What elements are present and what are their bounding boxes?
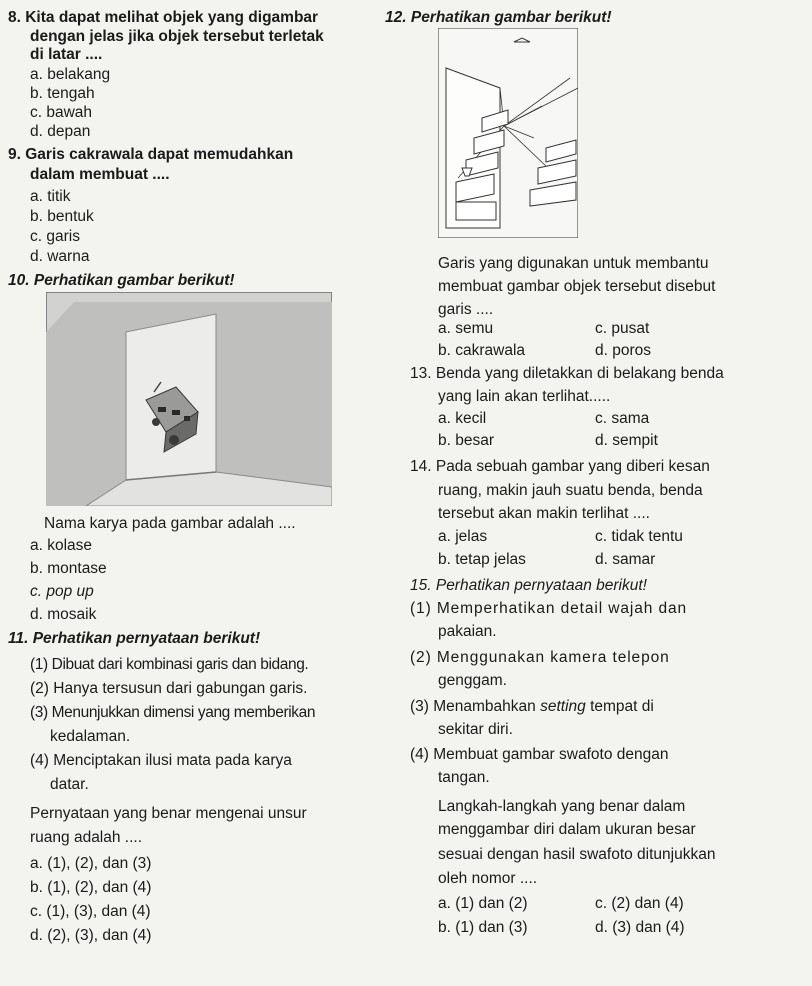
q15-option-c: c. (2) dan (4): [595, 895, 684, 912]
q15-statement-1-cont: pakaian.: [438, 623, 497, 640]
q8-stem-line2: dengan jelas jika objek tersebut terletak: [30, 28, 324, 45]
q11-option-a: a. (1), (2), dan (3): [30, 855, 152, 872]
q15-statement-1: (1) Memperhatikan detail wajah dan: [410, 600, 688, 617]
q13-option-a: a. kecil: [438, 410, 487, 427]
q12-question-line2: membuat gambar objek tersebut disebut: [438, 278, 716, 295]
q9-stem-line2: dalam membuat ....: [30, 166, 170, 183]
q13-option-c: c. sama: [595, 410, 650, 427]
q11-option-c: c. (1), (3), dan (4): [30, 903, 151, 920]
pop-up-card-image: [46, 292, 332, 506]
perspective-drawing-image: [438, 28, 578, 238]
q15-option-d: d. (3) dan (4): [595, 919, 685, 936]
q15-stem: 15. Perhatikan pernyataan berikut!: [410, 577, 647, 594]
q15-statement-3: [410, 697, 654, 717]
q11-question-line2: ruang adalah ....: [30, 829, 143, 846]
q15-statement-4-cont: tangan.: [438, 769, 490, 786]
q12-option-c: c. pusat: [595, 320, 650, 337]
q12-option-d: d. poros: [595, 342, 652, 359]
q9-option-b: b. bentuk: [30, 208, 94, 225]
q15-question-line2: menggambar diri dalam ukuran besar: [438, 821, 696, 838]
q14-option-a: a. jelas: [438, 528, 488, 545]
q10-option-a: a. kolase: [30, 537, 93, 554]
q15-statement-3-prefix: (3) Menambahkan: [410, 698, 541, 715]
q11-statement-1: (1) Dibuat dari kombinasi garis dan bidang.: [30, 656, 309, 673]
q9-option-c: c. garis: [30, 228, 80, 245]
q12-option-a: a. semu: [438, 320, 494, 337]
q10-question: Nama karya pada gambar adalah ....: [44, 515, 296, 532]
q11-question-line1: Pernyataan yang benar mengenai unsur: [30, 805, 307, 822]
q12-option-b: b. cakrawala: [438, 342, 526, 359]
q11-statement-3: (3) Menunjukkan dimensi yang memberikan: [30, 704, 316, 721]
q15-statement-2-cont: genggam.: [438, 672, 507, 689]
q14-option-d: d. samar: [595, 551, 656, 568]
q11-statement-3-cont: kedalaman.: [50, 728, 131, 745]
q10-option-c: c. pop up: [30, 583, 94, 600]
q15-statement-4: (4) Membuat gambar swafoto dengan: [410, 746, 669, 763]
q13-stem-line2: yang lain akan terlihat.....: [438, 388, 611, 405]
q11-statement-2: (2) Hanya tersusun dari gabungan garis.: [30, 680, 308, 697]
q9-option-d: d. warna: [30, 248, 90, 265]
q15-statement-3-cont: sekitar diri.: [438, 721, 513, 738]
q14-stem-line2: ruang, makin jauh suatu benda, benda: [438, 482, 703, 499]
q15-option-b: b. (1) dan (3): [438, 919, 528, 936]
q10-stem: 10. Perhatikan gambar berikut!: [8, 272, 235, 289]
q8-option-c: c. bawah: [30, 104, 93, 121]
q15-statement-3-setting: setting: [540, 698, 586, 715]
q10-option-d: d. mosaik: [30, 606, 97, 623]
q15-question-line3: sesuai dengan hasil swafoto ditunjukkan: [438, 846, 716, 863]
q8-stem-line3: di latar ....: [30, 46, 103, 63]
q15-statement-3-suffix: tempat di: [585, 698, 654, 715]
q15-option-a: a. (1) dan (2): [438, 895, 528, 912]
q13-option-b: b. besar: [438, 432, 495, 449]
q9-option-a: a. titik: [30, 188, 71, 205]
q11-option-d: d. (2), (3), dan (4): [30, 927, 152, 944]
q12-stem: 12. Perhatikan gambar berikut!: [385, 9, 612, 26]
q11-stem: 11. Perhatikan pernyataan berikut!: [8, 630, 261, 647]
q10-option-b: b. montase: [30, 560, 107, 577]
q8-option-a: a. belakang: [30, 66, 111, 83]
q15-question-line4: oleh nomor ....: [438, 870, 538, 887]
q8-option-d: d. depan: [30, 123, 91, 140]
q14-stem-line3: tersebut akan makin terlihat ....: [438, 505, 650, 522]
q13-stem-line1: 13. Benda yang diletakkan di belakang benda: [410, 365, 724, 382]
q9-stem-line1: 9. Garis cakrawala dapat memudahkan: [8, 146, 294, 163]
q8-stem-line1: 8. Kita dapat melihat objek yang digambar: [8, 9, 319, 26]
q14-stem-line1: 14. Pada sebuah gambar yang diberi kesan: [410, 458, 710, 475]
q11-statement-4-cont: datar.: [50, 776, 89, 793]
q15-statement-2: (2) Menggunakan kamera telepon: [410, 649, 670, 666]
q11-option-b: b. (1), (2), dan (4): [30, 879, 152, 896]
q12-question-line1: Garis yang digunakan untuk membantu: [438, 255, 709, 272]
q8-option-b: b. tengah: [30, 85, 95, 102]
q11-statement-4: (4) Menciptakan ilusi mata pada karya: [30, 752, 292, 769]
q13-option-d: d. sempit: [595, 432, 658, 449]
q14-option-c: c. tidak tentu: [595, 528, 683, 545]
q14-option-b: b. tetap jelas: [438, 551, 526, 568]
q12-question-line3: garis ....: [438, 301, 494, 318]
q15-question-line1: Langkah-langkah yang benar dalam: [438, 798, 686, 815]
